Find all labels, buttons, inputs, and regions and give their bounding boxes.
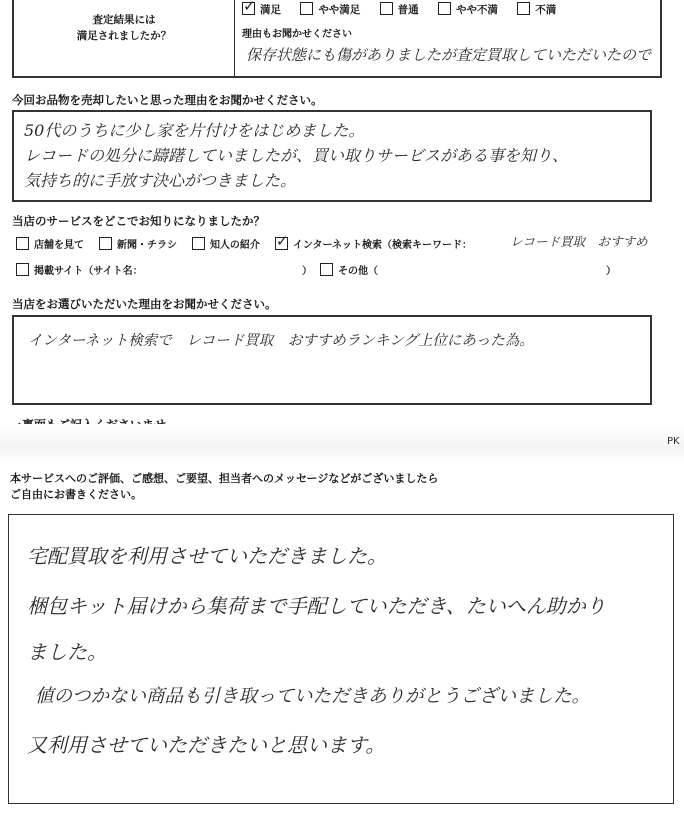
feedback-question-line1: 本サービスへのご評価、ご感想、ご要望、担当者へのメッセージなどがございましたら — [10, 472, 439, 485]
checkbox[interactable] — [438, 2, 451, 15]
sell-reason-line: 50代のうちに少し家を片付けをはじめました。 — [24, 121, 365, 140]
choose-reason-box[interactable] — [12, 315, 652, 405]
option-listing-site[interactable] — [16, 266, 143, 277]
sell-reason-box[interactable] — [12, 110, 652, 202]
fold-divider — [0, 424, 684, 464]
satisfaction-options — [242, 2, 556, 17]
checkbox-checked[interactable] — [242, 2, 255, 15]
option-label: 知人の紹介 — [209, 240, 260, 251]
checkbox[interactable] — [16, 237, 29, 250]
satisfaction-question-line1: 査定結果には — [92, 14, 156, 26]
option-label: やや満足 — [318, 4, 361, 16]
feedback-line: 宅配買取を利用させていただきました。 — [27, 544, 387, 568]
option-other[interactable] — [320, 266, 378, 277]
feedback-question-line2: ご自由にお書きください。 — [10, 488, 142, 501]
satisfaction-question — [14, 0, 235, 76]
reason-prompt: 理由もお聞かせください — [242, 29, 352, 40]
option-label: やや不満 — [455, 4, 498, 16]
satisfaction-question-line2: 満足されましたか？ — [76, 30, 172, 42]
option-label: 普通 — [397, 4, 419, 16]
satisfaction-section — [12, 0, 662, 78]
choose-reason-text: インターネット検索で レコード買取 おすすめランキング上位にあった為。 — [28, 333, 534, 349]
source-options-row1 — [16, 236, 472, 251]
option-label: 不満 — [535, 4, 557, 16]
option-manzoku[interactable] — [242, 4, 281, 16]
checkbox[interactable] — [16, 263, 29, 276]
option-yaya-manzoku[interactable] — [300, 4, 360, 16]
checkbox[interactable] — [99, 237, 112, 250]
listing-site-close: ） — [302, 266, 312, 277]
checkbox[interactable] — [300, 2, 313, 15]
feedback-line: ました。 — [27, 640, 107, 664]
source-question: 当店のサービスをどこでお知りになりましたか？ — [12, 214, 265, 228]
option-newspaper[interactable] — [99, 240, 177, 251]
corner-mark: PK — [667, 436, 680, 447]
feedback-line: 値のつかない商品も引き取っていただきありがとうございました。 — [35, 686, 591, 707]
checkbox[interactable] — [320, 263, 333, 276]
other-close: ） — [606, 266, 616, 277]
sell-reason-line: レコードの処分に躊躇していましたが、買い取りサービスがある事を知り、 — [24, 146, 569, 165]
checkbox-checked[interactable] — [275, 237, 288, 250]
option-label: インターネット検索（検索キーワード： — [292, 240, 473, 251]
option-futsuu[interactable] — [380, 4, 419, 16]
option-label: 掲載サイト（サイト名： — [34, 266, 143, 277]
sell-reason-line: 気持ち的に手放す決心がつきました。 — [24, 171, 297, 190]
option-label: その他（ — [338, 266, 378, 277]
source-option-other — [320, 262, 378, 277]
option-referral[interactable] — [192, 240, 260, 251]
source-options-row2 — [16, 262, 143, 277]
option-label: 新聞・チラシ — [116, 240, 177, 251]
checkbox[interactable] — [517, 2, 530, 15]
search-keyword-text[interactable]: レコード買取 おすすめ — [510, 234, 648, 249]
satisfaction-reason-text[interactable]: 保存状態にも傷がありましたが査定買取していただいたので — [246, 46, 652, 64]
option-fuman[interactable] — [517, 4, 556, 16]
checkbox[interactable] — [192, 237, 205, 250]
option-label: 満足 — [260, 4, 281, 16]
checkbox[interactable] — [380, 2, 393, 15]
choose-reason-question: 当店をお選びいただいた理由をお聞かせください。 — [12, 297, 277, 311]
option-internet-search[interactable] — [275, 240, 472, 251]
option-yaya-fuman[interactable] — [438, 4, 498, 16]
feedback-box[interactable] — [8, 514, 674, 804]
option-label: 店舗を見て — [34, 240, 84, 251]
feedback-line: 又利用させていただきたいと思います。 — [27, 733, 386, 757]
sell-reason-question: 今回お品物を売却したいと思った理由をお聞かせください。 — [12, 93, 323, 107]
feedback-line: 梱包キット届けから集荷まで手配していただき、たいへん助かり — [27, 594, 606, 618]
option-store[interactable] — [16, 240, 84, 251]
